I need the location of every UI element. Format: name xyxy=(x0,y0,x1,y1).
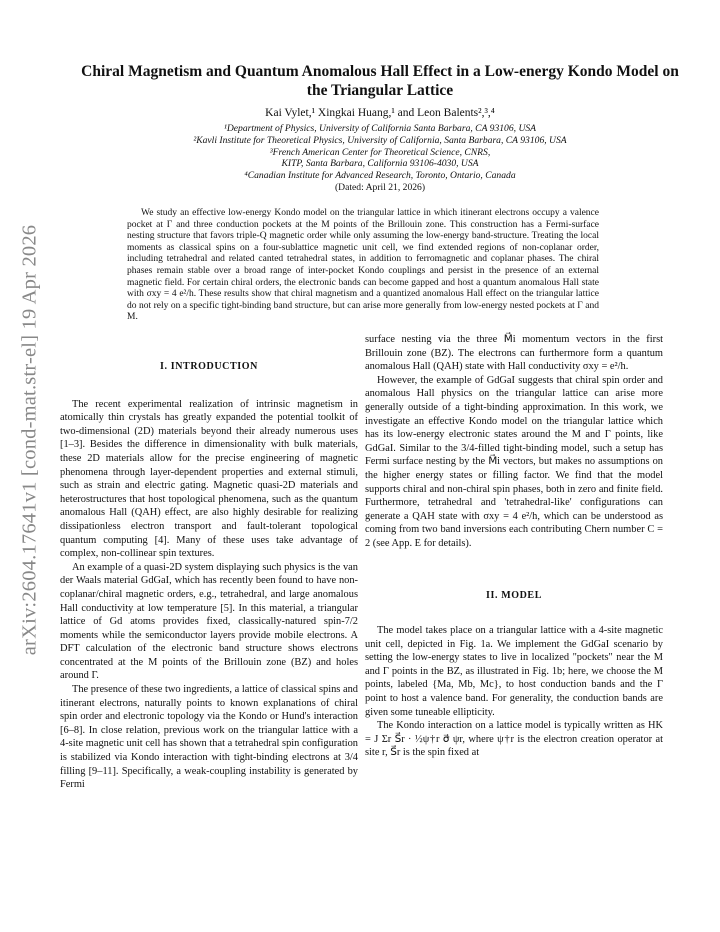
author-list: Kai Vylet,¹ Xingkai Huang,¹ and Leon Balents²,³,⁴ xyxy=(265,107,495,119)
paper-title: Chiral Magnetism and Quantum Anomalous Hall Effect in a Low-energy Kondo Model on the Triangular Lattice xyxy=(81,63,679,99)
abstract-text: We study an effective low-energy Kondo model on the triangular lattice in which itinerant electrons occupy a valence pocket at Γ and three conduction pockets at the M points of the Brillouin zone. This construction has a Fermi-surface nesting structure that favors triple-Q magnetic order while only assuming the low-energy band-structure. Treating the local moments as classical spins on a four-sublattice magnetic unit cell, we find extended regions of non-coplanar order, including tetrahedral and related canted tetrahedral states, in addition to ferromagnetic and coplanar phases. The chiral phases remain stable over a broad range of inter-pocket Kondo couplings and persist in the presence of an external magnetic field. For certain chiral orders, the electronic bands can become gapped and host a quantum anomalous Hall state with σxy = 4 e²/h. These results show that chiral magnetism and a quantized anomalous Hall effect on the triangular lattice do not rely on a specific tight-binding band structure, but can arise more generally from low-energy nested pockets at Γ and M. xyxy=(127,208,599,323)
arxiv-stamp xyxy=(12,215,48,665)
section-heading-introduction: I. INTRODUCTION xyxy=(160,361,258,372)
affiliations xyxy=(70,123,690,194)
abstract xyxy=(127,208,599,324)
intro-paragraph-2: An example of a quasi-2D system displaying such physics is the van der Waals material GdGaI, which has recently been found to have non-coplanar/chiral magnetic orders, e.g., tetrahedral, and large anomalous Hall conductivity at low temperature [5]. In this material, a triangular lattice of Gd atoms provides fixed, classically-natured spin-7/2 moments while the semiconductor layers provide mobile electrons. A DFT calculation of the electronic band structure shows electrons concentrated at the M points of the Brillouin zone (BZ) and holes around Γ. xyxy=(60,561,358,682)
right-column xyxy=(365,333,663,760)
arxiv-stamp-text: arXiv:2604.17641v1 [cond-mat.str-el] 19 Apr 2026 xyxy=(18,224,41,656)
affiliation-3: ³French American Center for Theoretical Science, CNRS, xyxy=(269,146,491,158)
affiliation-1: ¹Department of Physics, University of California Santa Barbara, CA 93106, USA xyxy=(223,123,537,134)
dated-line: (Dated: April 21, 2026) xyxy=(334,181,426,193)
intro-paragraph-3: The presence of these two ingredients, a lattice of classical spins and itinerant electrons, naturally points to known explanations of chiral spin order and electronic topology via the Kondo or Hund's interaction [6–8]. In close relation, previous work on the triangular lattice with a 4-site magnetic unit cell has shown that a tetrahedral spin configuration is stabilized via Kondo interaction with tight-binding electrons at 3/4 filling [9–11]. Specifically, a weak-coupling instability is generated by Fermi xyxy=(60,684,358,791)
model-paragraph-2: The Kondo interaction on a lattice model is typically written as HK = J Σr S⃗r · ½ψ†r σ⃗ ψr, where ψ†r is the electron creation operator at site r, S⃗r is the spin fixed at xyxy=(365,720,663,759)
affiliation-3-cont: KITP, Santa Barbara, California 93106-4030, USA xyxy=(281,158,479,170)
affiliation-2: ²Kavli Institute for Theoretical Physics, University of California, Santa Barbara, CA 93106, USA xyxy=(193,134,567,146)
left-column xyxy=(60,360,358,792)
intro-paragraph-4: However, the example of GdGaI suggests that chiral spin order and anomalous Hall physics on the triangular lattice can arise more generally outside of a tight-binding approximation. In this work, we investigate an effective Kondo model on the triangular lattice which has its low-energy electronic states around the M and Γ points, like GdGaI. Similar to the 3/4-filled tight-binding model, such a setup has Fermi surface nesting by the M⃗i vectors, but makes no assumptions on the higher energy states or filling factor. We find that the model supports chiral and non-chiral spin phases, both in zero and finite field. Furthermore, tetrahedral and 'tetrahedral-like' configurations can generate a QAH state with σxy = 4 e²/h, which can be understood as coming from two band inversions each contributing Chern number C = 2 (see App. E for details). xyxy=(365,374,663,549)
section-heading-model: II. MODEL xyxy=(486,589,542,601)
affiliation-4: ⁴Canadian Institute for Advanced Research, Toronto, Ontario, Canada xyxy=(244,170,516,182)
intro-paragraph-3-cont: surface nesting via the three M⃗i momentum vectors in the first Brillouin zone (BZ). The electrons can furthermore form a quantum anomalous Hall (QAH) state with Hall conductivity σxy = e²/h. xyxy=(365,334,663,373)
intro-paragraph-1: The recent experimental realization of intrinsic magnetism in atomically thin crystals has greatly expanded the potential toolkit of two-dimensional (2D) materials beyond their already numerous uses [1–3]. Besides the difference in dimensionality with bulk materials, these 2D materials allow for the precise engineering of magnetic phenomena through layer-dependent properties and external stimuli, such as strain and electric gating. Magnetic quasi-2D materials and heterostructures that host topological phenomena, such as the quantum anomalous Hall (QAH) effect, are also highly desirable for realizing dissipationless electron transport and fault-tolerant topological quantum computing [4]. Many of these uses take advantage of complex, non-collinear spin textures. xyxy=(60,398,358,560)
model-paragraph-1: The model takes place on a triangular lattice with a 4-site magnetic unit cell, depicted in Fig. 1a. We implement the GdGaI scenario by setting the low-energy states to live in localized "pockets" near the M and Γ points in the BZ, as illustrated in Fig. 1b; here, we choose the M points, labeled {Ma, Mb, Mc}, to host conduction bands and the Γ point to host a valence band. For generality, the conduction bands are given some tuneable ellipticity. xyxy=(365,625,663,718)
